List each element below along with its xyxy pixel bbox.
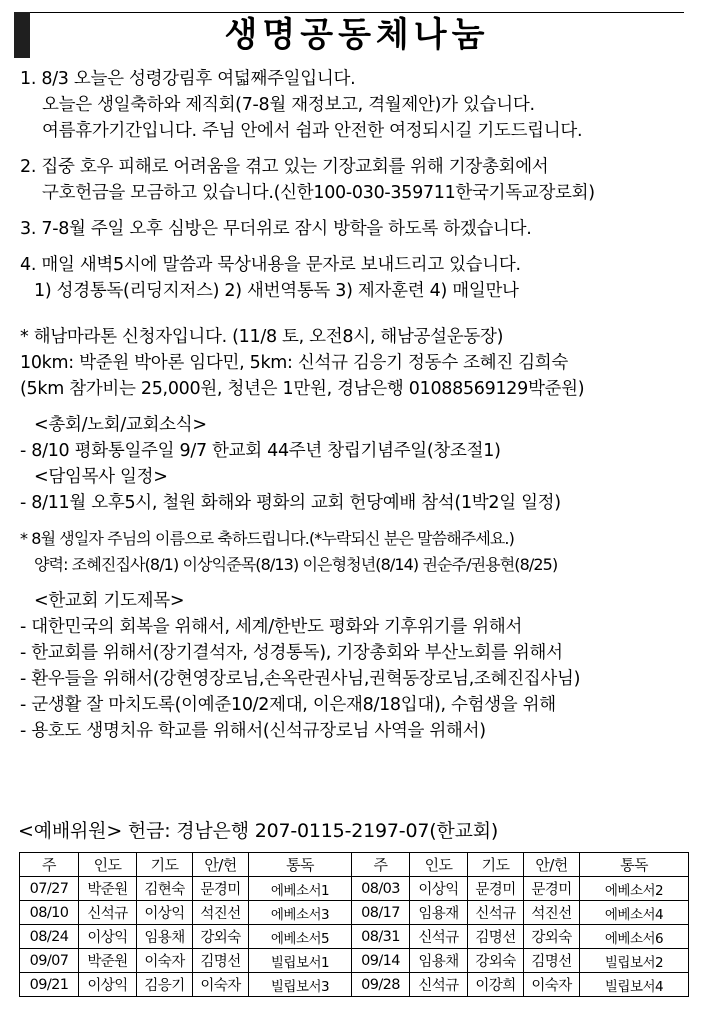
marathon-runners: 10km: 박준원 박아론 임다민, 5km: 신석규 김응기 정동수 조혜진 김희숙: [20, 353, 569, 373]
page-title: 생명공동체나눔: [224, 15, 490, 55]
announcement-2: 2. 집중 호우 피해로 어려움을 겪고 있는 기장교회를 위해 기장총회에서: [20, 157, 549, 177]
table-cell: 임용채: [410, 949, 468, 973]
table-cell: 김응기: [137, 973, 193, 997]
table-cell: 에베소서2: [580, 877, 689, 901]
prayer-item: - 용호도 생명치유 학교를 위해서(신석규장로님 사역을 위해서): [20, 721, 486, 741]
announcement-1-line-3: 여름휴가기간입니다. 주님 안에서 쉼과 안전한 여정되시길 기도드립니다.: [42, 121, 583, 141]
table-cell: 빌립보서2: [580, 949, 689, 973]
col-header-usher: 안/헌: [193, 853, 249, 877]
col-header-usher: 안/헌: [524, 853, 580, 877]
offering-account: <예배위원> 헌금: 경남은행 207-0115-2197-07(한교회): [18, 820, 499, 842]
col-header-reading: 통독: [249, 853, 352, 877]
col-header-prayer: 기도: [137, 853, 193, 877]
bulletin-header: [14, 8, 684, 60]
table-row: [20, 877, 689, 901]
announcement-2-line-2: 구호헌금을 모금하고 있습니다.(신한100-030-359711한국기독교장로회): [42, 183, 595, 203]
table-cell: 에베소서3: [249, 901, 352, 925]
table-cell: 이강희: [468, 973, 524, 997]
marathon-notice: * 해남마라톤 신청자입니다. (11/8 토, 오전8시, 해남공설운동장): [20, 327, 504, 347]
table-cell: 이숙자: [137, 949, 193, 973]
table-cell: 강외숙: [524, 925, 580, 949]
table-cell: 이상익: [79, 973, 137, 997]
table-cell: 김현숙: [137, 877, 193, 901]
prayer-item: - 대한민국의 회복을 위해서, 세계/한반도 평화와 기후위기를 위해서: [20, 617, 523, 637]
table-cell: 강외숙: [193, 925, 249, 949]
birthday-notice: * 8월 생일자 주님의 이름으로 축하드립니다.(*누락되신 분은 말씀해주세요.): [20, 529, 514, 548]
table-header-row: [20, 853, 689, 877]
table-row: [20, 901, 689, 925]
pastor-schedule-heading: <담임목사 일정>: [34, 467, 168, 487]
col-header-leader: 인도: [79, 853, 137, 877]
table-cell: 신석규: [468, 901, 524, 925]
table-cell: 09/28: [352, 973, 410, 997]
prayer-heading: <한교회 기도제목>: [34, 591, 185, 611]
col-header-prayer: 기도: [468, 853, 524, 877]
table-cell: 08/03: [352, 877, 410, 901]
table-cell: 문경미: [193, 877, 249, 901]
title-accent-bar: [14, 12, 30, 58]
table-cell: 09/14: [352, 949, 410, 973]
table-cell: 빌립보서4: [580, 973, 689, 997]
table-cell: 문경미: [468, 877, 524, 901]
table-cell: 에베소서6: [580, 925, 689, 949]
table-cell: 08/24: [20, 925, 79, 949]
table-cell: 빌립보서1: [249, 949, 352, 973]
church-news-item: - 8/10 평화통일주일 9/7 한교회 44주년 창립기념주일(창조절1): [20, 441, 501, 461]
col-header-week: 주: [20, 853, 79, 877]
announcement-4-line-2: 1) 성경통독(리딩지저스) 2) 새번역통독 3) 제자훈련 4) 매일만나: [34, 281, 519, 301]
table-cell: 07/27: [20, 877, 79, 901]
announcement-1-line-2: 오늘은 생일축하와 제직회(7-8월 재정보고, 격월제안)가 있습니다.: [42, 95, 535, 115]
table-cell: 석진선: [193, 901, 249, 925]
worship-committee-table: [19, 852, 689, 997]
prayer-item: - 군생활 잘 마치도록(이예준10/2제대, 이은재8/18입대), 수험생을 위해: [20, 695, 556, 715]
marathon-fee: (5km 참가비는 25,000원, 청년은 1만원, 경남은행 01088569129박준원): [20, 379, 585, 399]
table-cell: 박준원: [79, 877, 137, 901]
table-cell: 이숙자: [193, 973, 249, 997]
table-cell: 문경미: [524, 877, 580, 901]
table-cell: 박준원: [79, 949, 137, 973]
col-header-week: 주: [352, 853, 410, 877]
table-cell: 08/17: [352, 901, 410, 925]
table-cell: 08/10: [20, 901, 79, 925]
birthday-list: 양력: 조혜진집사(8/1) 이상익준목(8/13) 이은형청년(8/14) 권순주/권용현(8/25): [34, 555, 558, 574]
table-cell: 임용채: [137, 925, 193, 949]
table-cell: 에베소서4: [580, 901, 689, 925]
prayer-item: - 한교회를 위해서(장기결석자, 성경통독), 기장총회와 부산노회를 위해서: [20, 643, 563, 663]
table-cell: 강외숙: [468, 949, 524, 973]
col-header-reading: 통독: [580, 853, 689, 877]
table-cell: 09/07: [20, 949, 79, 973]
table-cell: 08/31: [352, 925, 410, 949]
col-header-leader: 인도: [410, 853, 468, 877]
table-cell: 김명선: [193, 949, 249, 973]
table-cell: 신석규: [410, 973, 468, 997]
table-cell: 에베소서1: [249, 877, 352, 901]
pastor-schedule-item: - 8/11월 오후5시, 철원 화해와 평화의 교회 헌당예배 참석(1박2일 일정): [20, 493, 561, 513]
bulletin-body: [20, 66, 692, 744]
announcement-1: 1. 8/3 오늘은 성령강림후 여덟째주일입니다.: [20, 69, 356, 89]
table-row: [20, 973, 689, 997]
prayer-item: - 환우들을 위해서(강현영장로님,손옥란권사님,권혁동장로님,조혜진집사님): [20, 669, 581, 689]
table-cell: 09/21: [20, 973, 79, 997]
table-cell: 이상익: [137, 901, 193, 925]
table-cell: 신석규: [410, 925, 468, 949]
table-cell: 빌립보서3: [249, 973, 352, 997]
table-cell: 김명선: [524, 949, 580, 973]
table-cell: 임용재: [410, 901, 468, 925]
table-cell: 에베소서5: [249, 925, 352, 949]
table-cell: 석진선: [524, 901, 580, 925]
table-row: [20, 925, 689, 949]
announcement-4: 4. 매일 새벽5시에 말씀과 묵상내용을 문자로 보내드리고 있습니다.: [20, 255, 521, 275]
table-cell: 이상익: [79, 925, 137, 949]
table-cell: 이숙자: [524, 973, 580, 997]
table-cell: 신석규: [79, 901, 137, 925]
table-cell: 이상익: [410, 877, 468, 901]
announcement-3: 3. 7-8월 주일 오후 심방은 무더위로 잠시 방학을 하도록 하겠습니다.: [20, 219, 532, 239]
church-news-heading: <총회/노회/교회소식>: [34, 415, 207, 435]
table-cell: 김명선: [468, 925, 524, 949]
table-row: [20, 949, 689, 973]
